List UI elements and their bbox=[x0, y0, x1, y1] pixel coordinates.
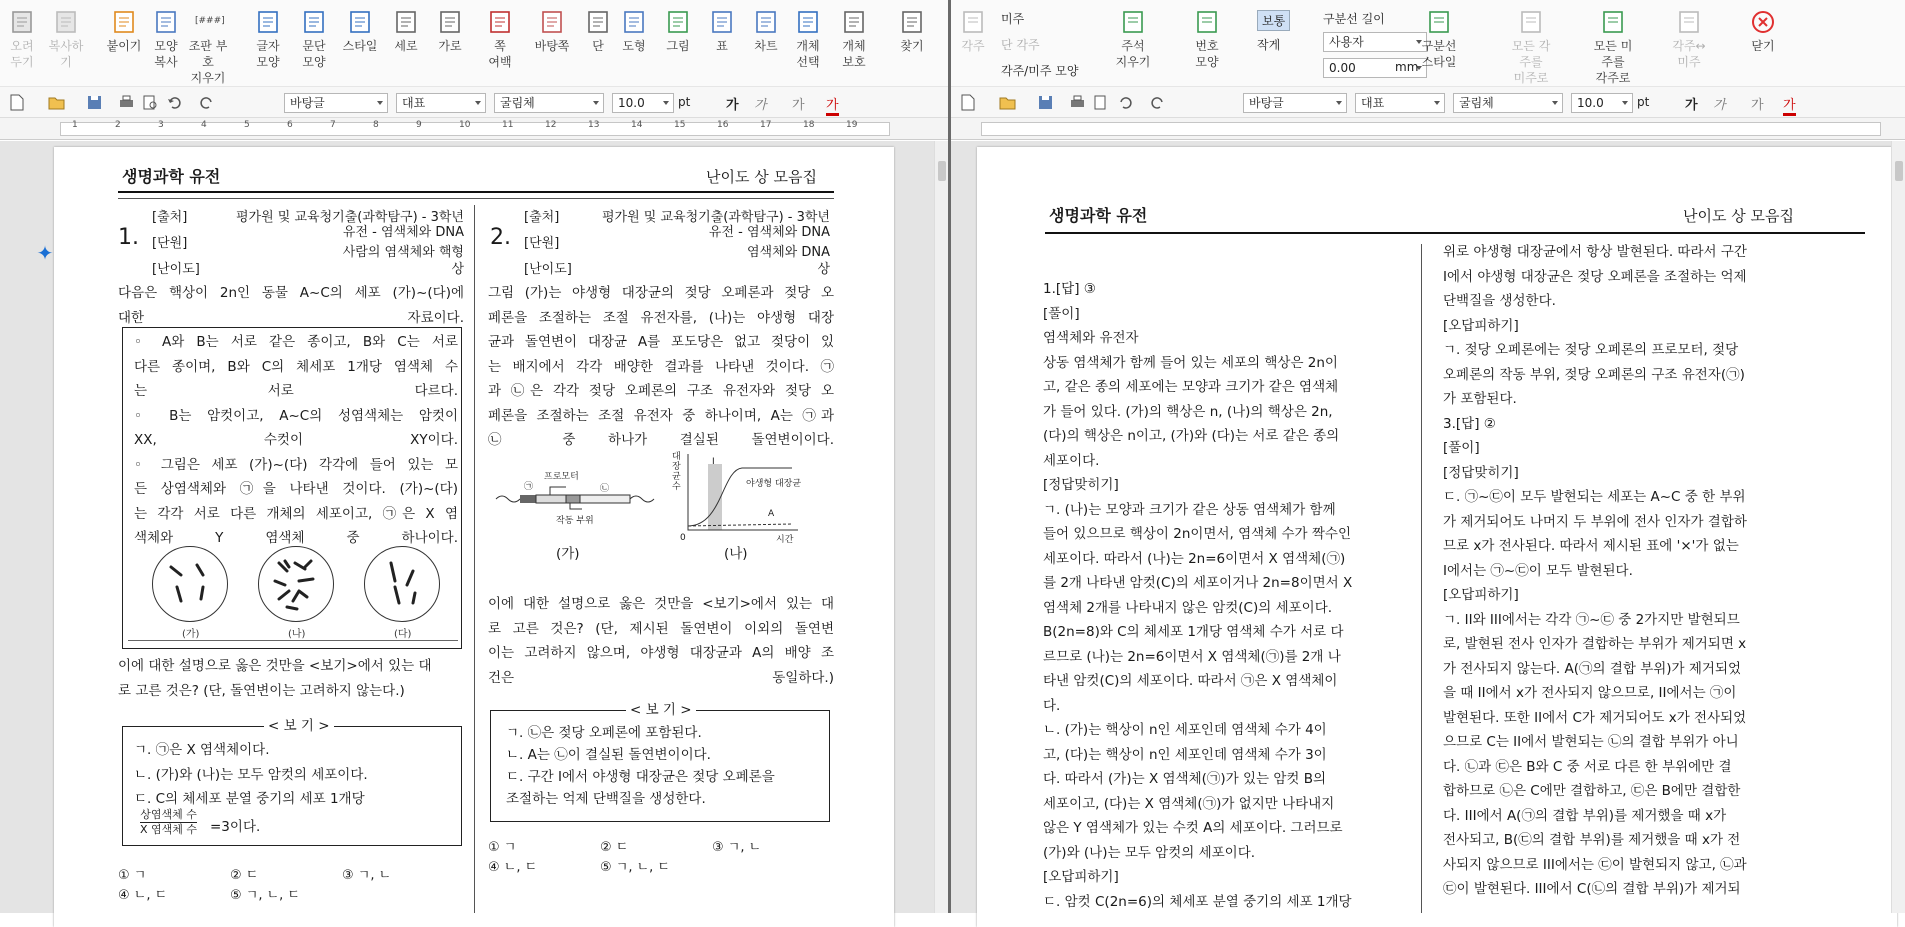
ribbon-find-label: 찾기 bbox=[900, 39, 924, 53]
choice-1[interactable]: ① ㄱ bbox=[118, 868, 147, 883]
q2-level: 상 bbox=[817, 262, 830, 277]
text-line: 고, 같은 종의 세포에는 모양과 크기가 같은 염색체 bbox=[1043, 379, 1339, 395]
size-input[interactable]: 10.0 bbox=[1571, 93, 1633, 113]
text-line: (다)의 핵상은 n이고, (가)와 (다)는 서로 같은 종의 bbox=[1043, 428, 1340, 444]
page-subtitle: 난이도 상 모음집 bbox=[706, 168, 817, 186]
text-line: 오페론의 작동 부위, 젖당 오페론의 구조 유전자(㉠) bbox=[1443, 366, 1745, 383]
text-line: I에서 야생형 대장균은 젖당 오페론을 조절하는 억제 bbox=[1443, 268, 1747, 285]
ribbon-style-label: 스타일 bbox=[342, 39, 378, 53]
text-line: 이에 대한 설명으로 옳은 것만을 <보기>에서 있는 대 bbox=[488, 596, 834, 612]
divider-length-label: 구분선 길이 bbox=[1323, 12, 1385, 26]
ribbon-numshape-label: 번호 모양 bbox=[1195, 39, 1219, 69]
text-line: 발현된다. 또한 II에서 C가 제거되어도 x가 전사되었 bbox=[1443, 709, 1747, 726]
text-line: ㄴ. A는 ㉡이 결실된 돌연변이이다. bbox=[506, 747, 711, 763]
choice-5[interactable]: ⑤ ㄱ, ㄴ, ㄷ bbox=[600, 860, 670, 875]
ribbon-swap-label: 각주↔미주 bbox=[1672, 39, 1706, 69]
q2-choices bbox=[488, 838, 834, 878]
text-line: ㄱ. ㉡은 젖당 오페론에 포함된다. bbox=[506, 725, 702, 741]
text-line: 건은 동일하다.) bbox=[488, 669, 834, 686]
text-line: [오답피하기] bbox=[1443, 317, 1519, 334]
text-line: ㄴ. (가)는 핵상이 n인 세포인데 염색체 수가 4이 bbox=[1043, 722, 1327, 738]
page-subtitle: 난이도 상 모음집 bbox=[1683, 207, 1794, 225]
growth-graph bbox=[672, 450, 802, 545]
text-line: [풀이] bbox=[1443, 440, 1480, 456]
ruler-number: 2 bbox=[115, 120, 121, 130]
fig-time-label: 시간 bbox=[776, 535, 794, 545]
operon-figure bbox=[496, 465, 656, 525]
choice-2[interactable]: ② ㄷ bbox=[600, 840, 629, 855]
ribbon-cut-label: 오려 두기 bbox=[10, 39, 34, 69]
q1-fraction: 상염색체 수 X 염색체 수 bbox=[140, 808, 198, 836]
q1-question bbox=[118, 654, 464, 703]
left-editor-pane bbox=[0, 0, 948, 913]
font-color-button[interactable]: 가 bbox=[1783, 94, 1796, 116]
q1-number: 1. bbox=[118, 225, 139, 250]
fig-caption-na: (나) bbox=[724, 546, 748, 562]
text-line: 고, (다)는 핵상이 n인 세포인데 염색체 수가 3이 bbox=[1043, 746, 1327, 763]
ribbon-shape-label: 도형 bbox=[622, 39, 646, 53]
text-line: 을 때 II에서 x가 전사되지 않으므로, II에서는 ㉠이 bbox=[1443, 685, 1737, 701]
bold-button[interactable]: 가 bbox=[1685, 98, 1698, 113]
q1-bogi-list bbox=[134, 738, 458, 812]
text-line: ㉢이 발현된다. III에서 C(㉡의 결합 부위)가 제거되 bbox=[1443, 881, 1741, 897]
text-line: 전사되고, B(㉢의 결합 부위)를 제거했을 때 x가 전 bbox=[1443, 832, 1741, 848]
cell-ga bbox=[152, 546, 228, 622]
ribbon-table-label: 표 bbox=[716, 39, 728, 53]
ribbon-paste-label: 붙이기 bbox=[106, 39, 142, 53]
text-line: 단백질을 생성한다. bbox=[1443, 293, 1556, 309]
ribbon-portrait-label: 세로 bbox=[394, 39, 418, 53]
text-line: (가)와 (나)는 모두 암컷의 세포이다. bbox=[1043, 844, 1256, 861]
page-title: 생명과학 유전 bbox=[1049, 206, 1148, 225]
fig-I-label: I bbox=[712, 457, 715, 467]
text-line: 다. ㉡과 ㉢은 B와 C 중 서로 다른 한 부위에만 결 bbox=[1443, 758, 1732, 775]
choice-4[interactable]: ④ ㄴ, ㄷ bbox=[118, 888, 168, 903]
text-line: ㄷ. 구간 I에서 야생형 대장균은 젖당 오페론을 bbox=[506, 769, 775, 785]
font-select[interactable]: 굴림체 bbox=[494, 93, 604, 113]
text-line: [오답피하기] bbox=[1043, 869, 1119, 885]
q1-fraction-tail: =3이다. bbox=[210, 819, 261, 835]
text-line: 염색체와 유전자 bbox=[1043, 330, 1139, 346]
font-color-button[interactable]: 가 bbox=[826, 94, 839, 116]
ribbon-objsel-label: 개체 선택 bbox=[796, 39, 820, 69]
text-line: 다. bbox=[1043, 697, 1061, 714]
ribbon-landscape-label: 가로 bbox=[438, 39, 462, 53]
text-line: ㄴ. (가)와 (나)는 모두 암컷의 세포이다. bbox=[134, 766, 368, 783]
choice-3[interactable]: ③ ㄱ, ㄴ bbox=[712, 840, 762, 855]
svg-text:[###]: [###] bbox=[195, 16, 225, 26]
fig-gene-a: ㉠ bbox=[524, 482, 534, 492]
ruler-number: 9 bbox=[416, 120, 422, 130]
ruler-number: 6 bbox=[287, 120, 293, 130]
text-line: 므로 x가 전사된다. 따라서 제시된 표에 '×'가 없는 bbox=[1443, 538, 1739, 554]
q2-unit2: 염색체와 DNA bbox=[747, 245, 830, 260]
text-line: 과 ㉡은 각각 젖당 오페론의 구조 유전자와 젖당 오 bbox=[488, 383, 834, 399]
text-line: ◦ 그림은 세포 (가)~(다) 각각에 들어 있는 모 bbox=[134, 456, 458, 473]
text-line: ㄷ. C의 체세포 분열 중기의 세포 1개당 bbox=[134, 791, 365, 807]
fig-wild-label: 야생형 대장균 bbox=[746, 479, 802, 489]
text-line: 대한 자료이다. bbox=[118, 309, 464, 326]
q2-question bbox=[488, 592, 834, 690]
text-line: 다른 종이며, B와 C의 체세포 1개당 염색체 수 bbox=[134, 358, 458, 375]
text-line: 를 2개 나타낸 암컷(C)의 세포이거나 2n=8이면서 X bbox=[1043, 575, 1353, 591]
text-line: 합하므로 ㉡은 C에만 결합하고, ㉢은 B에만 결합한 bbox=[1443, 783, 1741, 799]
text-line: 염색체 2개를 나타내지 않은 암컷(C)의 세포이다. bbox=[1043, 599, 1333, 616]
ribbon-twopage-label: 바탕쪽 bbox=[534, 39, 570, 53]
q2-bogi-title: < 보 기 > bbox=[626, 698, 696, 723]
ribbon-parashape-label: 문단 모양 bbox=[302, 39, 326, 69]
ruler-number: 1 bbox=[72, 120, 78, 130]
q2-unit1: 유전 - 염색체와 DNA bbox=[708, 225, 830, 240]
text-line: 가 포함된다. bbox=[1443, 391, 1517, 407]
text-line: 1.[답] ③ bbox=[1043, 281, 1096, 297]
text-line: 는 서로 다르다. bbox=[134, 383, 458, 399]
text-line: ◦ A와 B는 서로 같은 종이고, B와 C는 서로 bbox=[134, 334, 458, 350]
ruler-number: 13 bbox=[588, 120, 600, 130]
page-title: 생명과학 유전 bbox=[122, 167, 221, 186]
q1-src: 평가원 및 교육청기출(과학탐구) - 3학년 bbox=[235, 210, 464, 225]
size-unit: pt bbox=[678, 95, 691, 109]
text-line: 들어 있으므로 핵상이 2n이면서, 염색체 수가 짝수인 bbox=[1043, 526, 1352, 542]
text-line: 가 전사되지 않는다. A(㉠의 결합 부위)가 제거되었 bbox=[1443, 660, 1742, 677]
fig-y-label: 대장균 수 bbox=[672, 452, 681, 492]
size-small-button[interactable]: 작게 bbox=[1257, 38, 1281, 52]
cell-na-label: (나) bbox=[288, 629, 306, 640]
ribbon-charshape-label: 글자 모양 bbox=[256, 39, 280, 69]
ribbon-objprot-label: 개체 보호 bbox=[842, 39, 866, 69]
endnote-menu[interactable]: 미주 bbox=[1001, 12, 1025, 26]
text-line: 상동 염색체가 함께 들어 있는 세포의 핵상은 2n이 bbox=[1043, 354, 1338, 371]
size-unit: pt bbox=[1637, 95, 1650, 109]
text-line: 세포이다. 따라서 (나)는 2n=6이면서 X 염색체(㉠) bbox=[1043, 550, 1346, 567]
q1-src-label: [출처] bbox=[152, 210, 188, 225]
choice-4[interactable]: ④ ㄴ, ㄷ bbox=[488, 860, 538, 875]
q1-unit-label: [단원] bbox=[152, 236, 188, 251]
answer-col-left bbox=[1043, 277, 1413, 914]
ruler-number: 16 bbox=[717, 120, 729, 130]
ribbon-allnote-label: 모든 각주를 미주로 bbox=[1511, 39, 1551, 85]
ribbon-margin-label: 쪽 여백 bbox=[488, 39, 512, 69]
font-select[interactable]: 굴림체 bbox=[1453, 93, 1563, 113]
q1-level-label: [난이도] bbox=[152, 262, 200, 277]
fig-caption-ga: (가) bbox=[556, 546, 580, 562]
style-select[interactable]: 바탕글 bbox=[1243, 93, 1347, 113]
ribbon-annot-label: 주석 지우기 bbox=[1115, 39, 1151, 69]
ruler-number: 18 bbox=[803, 120, 815, 130]
divider-length-select[interactable]: 사용자 bbox=[1323, 32, 1427, 52]
size-normal-button[interactable]: 보통 bbox=[1257, 10, 1290, 31]
q1-unit2: 사람의 염색체와 핵형 bbox=[342, 245, 464, 260]
ribbon-allend-label: 모든 미주를 각주로 bbox=[1593, 39, 1633, 85]
ruler-number: 3 bbox=[158, 120, 164, 130]
ruler-number: 11 bbox=[502, 120, 514, 130]
choice-2[interactable]: ② ㄷ bbox=[230, 868, 259, 883]
text-line: 든 상염색체와 ㉠을 나타낸 것이다. (가)~(다) bbox=[134, 481, 458, 497]
ruler-number: 5 bbox=[244, 120, 250, 130]
side-plus-icon[interactable]: ✦ bbox=[36, 241, 54, 265]
ruler-number: 7 bbox=[330, 120, 336, 130]
ribbon-column-label: 단 bbox=[592, 39, 604, 53]
ribbon-picture-label: 그림 bbox=[666, 39, 690, 53]
fig-A-label: A bbox=[768, 509, 775, 519]
text-line: ㄷ. ㉠~㉢이 모두 발현되는 세포는 A~C 중 한 부위 bbox=[1443, 489, 1746, 505]
q1-unit1: 유전 - 염색체와 DNA bbox=[342, 225, 464, 240]
cell-da-label: (다) bbox=[394, 629, 412, 640]
text-line: 않은 Y 염색체가 있는 수컷 A의 세포이다. 그러므로 bbox=[1043, 820, 1343, 836]
q1-bogi-title: < 보 기 > bbox=[264, 714, 334, 739]
ruler-number: 12 bbox=[545, 120, 557, 130]
text-line: XX, 수컷이 XY이다. bbox=[134, 432, 458, 448]
text-line: 세포이다. bbox=[1043, 452, 1100, 469]
text-line: ㉡ 중 하나가 결실된 돌연변이이다. bbox=[488, 432, 834, 448]
text-line: 다. III에서 A(㉠의 결합 부위)를 제거했을 때 x가 bbox=[1443, 807, 1727, 824]
size-input[interactable]: 10.0 bbox=[612, 93, 674, 113]
text-line: 이에 대한 설명으로 옳은 것만을 <보기>에서 있는 대 bbox=[118, 658, 432, 674]
text-line: 그림 (가)는 야생형 대장균의 젖당 오페론과 젖당 오 bbox=[488, 285, 834, 301]
q2-number: 2. bbox=[490, 225, 511, 250]
text-line: ㄱ. (나)는 모양과 크기가 같은 상동 염색체가 함께 bbox=[1043, 501, 1336, 518]
text-line: [정답맞히기] bbox=[1043, 477, 1119, 493]
ruler-number: 8 bbox=[373, 120, 379, 130]
col-footnote-menu[interactable]: 단 각주 bbox=[1001, 38, 1040, 52]
ribbon-each-label: 각주 bbox=[961, 39, 985, 53]
text-line: 균과 돌연변이 대장균 A를 포도당은 없고 젖당이 있 bbox=[488, 334, 834, 350]
underline-button[interactable]: 가 bbox=[792, 98, 805, 113]
choice-1[interactable]: ① ㄱ bbox=[488, 840, 517, 855]
italic-button[interactable]: 가 bbox=[754, 98, 767, 113]
lang-select[interactable]: 대표 bbox=[1355, 93, 1445, 113]
fig-action-site: 작동 부위 bbox=[556, 516, 594, 526]
q1-stem bbox=[118, 281, 464, 330]
q2-stem bbox=[488, 281, 834, 453]
q1-box-text bbox=[134, 330, 458, 551]
q2-unit-label: [단원] bbox=[524, 236, 560, 251]
text-line: ◦ B는 암컷이고, A~C의 성염색체는 암컷이 bbox=[134, 407, 458, 424]
text-line: [오답피하기] bbox=[1443, 587, 1519, 603]
cell-ga-label: (가) bbox=[182, 629, 200, 640]
divider-value-input[interactable]: 0.00 bbox=[1323, 58, 1427, 78]
text-line: ㄱ. ㉠은 X 염색체이다. bbox=[134, 742, 270, 758]
choice-3[interactable]: ③ ㄱ, ㄴ bbox=[342, 868, 392, 883]
text-line: 조절하는 억제 단백질을 생성한다. bbox=[506, 791, 706, 807]
text-line: 가 들어 있다. (가)의 핵상은 n, (나)의 핵상은 2n, bbox=[1043, 403, 1333, 420]
ruler-number: 4 bbox=[201, 120, 207, 130]
text-line: 다. 따라서 (가)는 X 염색체(㉠)가 있는 암컷 B의 bbox=[1043, 771, 1327, 787]
text-line: 이는 고려하지 않으며, 야생형 대장균과 A의 배양 조 bbox=[488, 645, 834, 661]
ruler-number: 19 bbox=[846, 120, 858, 130]
q1-choices bbox=[118, 866, 464, 906]
text-line: 으므로 C는 II에서 발현되는 ㉡의 결합 부위가 아니 bbox=[1443, 734, 1739, 750]
text-line: I에서는 ㉠~㉢이 모두 발현된다. bbox=[1443, 562, 1633, 579]
ribbon-copy-label: 복사하기 bbox=[48, 39, 84, 69]
answer-col-right bbox=[1443, 240, 1863, 902]
ribbon-close-label: 닫기 bbox=[1751, 39, 1775, 53]
text-line: 3.[답] ② bbox=[1443, 415, 1496, 432]
ruler-number: 15 bbox=[674, 120, 686, 130]
cell-da bbox=[364, 546, 440, 622]
ribbon-divstyle-label: 구분선 스타일 bbox=[1421, 39, 1457, 69]
text-line: 사되지 않으므로 III에서는 ㉢이 발현되지 않고, ㉡과 bbox=[1443, 856, 1747, 873]
italic-button[interactable]: 가 bbox=[1713, 98, 1726, 113]
text-line: 로 고른 것은? (단, 제시된 돌연변이 이외의 돌연변 bbox=[488, 620, 834, 637]
text-line: 로 고른 것은? (단, 돌연변이는 고려하지 않는다.) bbox=[118, 682, 405, 699]
ruler-number: 10 bbox=[459, 120, 471, 130]
lang-select[interactable]: 대표 bbox=[396, 93, 486, 113]
choice-5[interactable]: ⑤ ㄱ, ㄴ, ㄷ bbox=[230, 888, 300, 903]
q2-src: 평가원 및 교육청기출(과학탐구) - 3학년 bbox=[601, 210, 830, 225]
text-line: 르므로 (나)는 2n=6이면서 X 염색체(㉠)를 2개 나 bbox=[1043, 648, 1341, 665]
text-line: [정답맞히기] bbox=[1443, 464, 1519, 481]
ruler-number: 17 bbox=[760, 120, 772, 130]
right-doc bbox=[951, 0, 1905, 913]
text-line: 다음은 핵상이 2n인 동물 A~C의 세포 (가)~(다)에 bbox=[118, 285, 464, 301]
text-line: 색체와 Y 염색체 중 하나이다. bbox=[134, 530, 458, 546]
left-doc bbox=[0, 0, 948, 913]
divider-unit: mm bbox=[1395, 60, 1419, 74]
text-line: 페론을 조절하는 조절 유전자 중 하나이며, A는 ㉠과 bbox=[488, 407, 834, 424]
text-line: 가 제거되어도 나머지 두 부위에 전사 인자가 결합하 bbox=[1443, 513, 1747, 530]
q1-level: 상 bbox=[451, 262, 464, 277]
ribbon-codes-label: 조판 부호 지우기 bbox=[188, 39, 228, 85]
note-shape-menu[interactable]: 각주/미주 모양 bbox=[1001, 64, 1079, 78]
text-line: 페론을 조절하는 조절 유전자를, (나)는 야생형 대장 bbox=[488, 309, 834, 326]
fig-promoter: 프로모터 bbox=[544, 472, 579, 482]
ribbon-shapecopy-label: 모양 복사 bbox=[154, 39, 178, 69]
text-line: 타낸 암컷(C)의 세포이다. 따라서 ㉠은 X 염색체이 bbox=[1043, 673, 1338, 689]
fig-zero-label: 0 bbox=[680, 533, 686, 543]
fig-gene-b: ㉡ bbox=[600, 484, 610, 494]
text-line: B(2n=8)와 C의 체세포 1개당 염색체 수가 서로 다 bbox=[1043, 624, 1344, 640]
text-line: 위로 야생형 대장균에서 항상 발현된다. 따라서 구간 bbox=[1443, 244, 1747, 260]
text-line: ㄱ. 젖당 오페론에는 젖당 오페론의 프로모터, 젖당 bbox=[1443, 342, 1739, 358]
q2-bogi-list bbox=[506, 722, 822, 810]
style-select[interactable]: 바탕글 bbox=[284, 93, 388, 113]
text-line: 세포이고, (다)는 X 염색체(㉠)가 없지만 나타내지 bbox=[1043, 795, 1335, 812]
text-line: 로, 발현된 전사 인자가 결합하는 부위가 제거되면 x bbox=[1443, 636, 1747, 652]
text-line: ㄱ. II와 III에서는 각각 ㉠~㉢ 중 2가지만 발현되므 bbox=[1443, 611, 1740, 628]
ruler-number: 14 bbox=[631, 120, 643, 130]
underline-button[interactable]: 가 bbox=[1751, 98, 1764, 113]
text-line: [풀이] bbox=[1043, 305, 1080, 322]
q2-src-label: [출처] bbox=[524, 210, 560, 225]
text-line: 는 각각 서로 다른 개체의 세포이고, ㉠은 X 염 bbox=[134, 505, 458, 522]
ribbon-chart-label: 차트 bbox=[754, 39, 778, 53]
cell-na bbox=[258, 546, 334, 622]
text-line: ㄷ. 암컷 C(2n=6)의 체세포 분열 중기의 세포 1개당 bbox=[1043, 893, 1352, 910]
q2-level-label: [난이도] bbox=[524, 262, 572, 277]
right-editor-pane bbox=[951, 0, 1905, 913]
bold-button[interactable]: 가 bbox=[726, 98, 739, 113]
text-line: 는 배지에서 각각 배양한 결과를 나타낸 것이다. ㉠ bbox=[488, 358, 834, 375]
